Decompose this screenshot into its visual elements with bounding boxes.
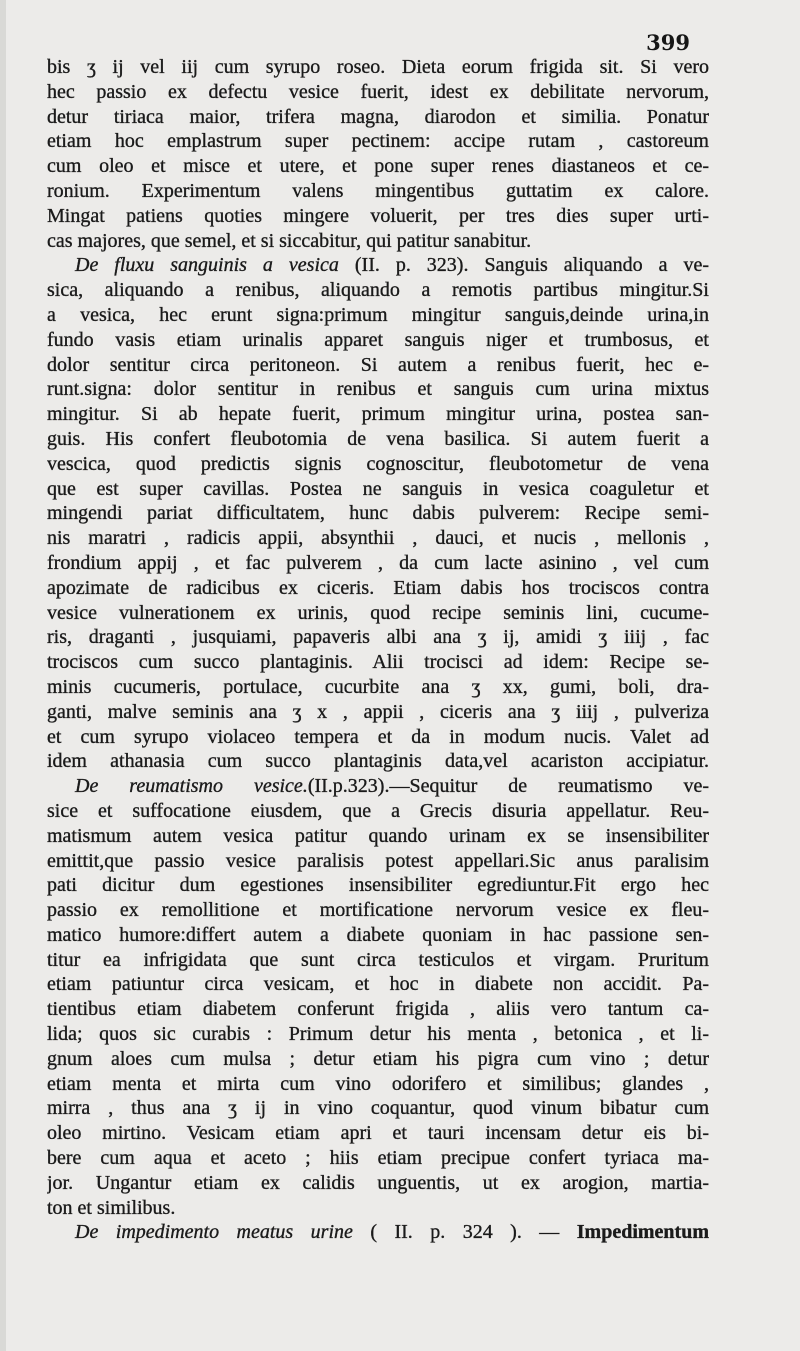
text-line: [47, 898, 709, 923]
line-text: nis maratri , radicis appii, absynthii , dauci, et nucis , mellonis ,: [47, 527, 709, 550]
text-line: [47, 377, 709, 402]
line-text: que est super cavillas. Postea ne sanguis in vesica coaguletur et: [47, 477, 709, 500]
text-line: [47, 799, 709, 824]
line-text: oleo mirtino. Vesicam etiam apri et tauri incensam detur eis bi-: [47, 1122, 709, 1145]
text-line: [47, 650, 709, 675]
text-line: [47, 1121, 709, 1146]
scan-edge-shadow: [0, 0, 6, 1351]
text-line: [47, 1196, 709, 1221]
line-text: ton et similibus.: [47, 1196, 176, 1219]
line-text: fundo vasis etiam urinalis apparet sanguis niger et trumbosus, et: [47, 328, 709, 351]
line-text: etiam hoc emplastrum super pectinem: accipe rutam , castoreum: [47, 130, 709, 153]
text-line: [47, 278, 709, 303]
text-line: [47, 55, 709, 80]
line-text: emittit,que passio vesice paralisis potest appellari.Sic anus paralisim: [47, 849, 709, 872]
section-title: De fluxu sanguinis a vesica: [75, 254, 339, 277]
text-line: [47, 105, 709, 130]
line-text: ronium. Experimentum valens mingentibus guttatim ex calore.: [47, 179, 709, 202]
text-line: [47, 328, 709, 353]
page-number: 399: [646, 30, 690, 55]
text-line: [47, 1171, 709, 1196]
text-line: [47, 1047, 709, 1072]
line-text: titur ea infrigidata que sunt circa testiculos et virgam. Pruritum: [47, 948, 709, 971]
text-line: [47, 154, 709, 179]
line-text: Mingat patiens quoties mingere voluerit, per tres dies super urti-: [47, 204, 709, 227]
body-text: [47, 55, 709, 1245]
line-text: runt.signa: dolor sentitur in renibus et sanguis cum urina mixtus: [47, 378, 709, 401]
line-text: pati dicitur dum egestiones insensibiliter egrediuntur.Fit ergo hec: [47, 874, 709, 897]
text-line: [47, 229, 709, 254]
text-line: [47, 204, 709, 229]
line-text: cum oleo et misce et utere, et pone super renes diastaneos et ce-: [47, 155, 709, 178]
text-line: [47, 402, 709, 427]
section-title: De impedimento meatus urine: [75, 1221, 353, 1244]
text-line: [47, 700, 709, 725]
line-text: bere cum aqua et aceto ; hiis etiam precipue confert tyriaca ma-: [47, 1147, 709, 1170]
next-section-word: Impedimentum: [576, 1221, 709, 1244]
text-line: [47, 1096, 709, 1121]
line-text: sice et suffocatione eiusdem, que a Grecis disuria appellatur. Reu-: [47, 799, 709, 822]
section-heading-line: [47, 253, 709, 278]
text-line: [47, 1072, 709, 1097]
text-line: [47, 601, 709, 626]
line-text: etiam menta et mirta cum vino odorifero et similibus; glandes ,: [47, 1072, 709, 1095]
line-text: matismum autem vesica patitur quando urinam ex se insensibiliter: [47, 824, 709, 847]
text-line: [47, 824, 709, 849]
line-text: ganti, malve seminis ana ʒ x , appii , ciceris ana ʒ iiij , pulveriza: [47, 700, 709, 723]
text-line: [47, 749, 709, 774]
text-line: [47, 129, 709, 154]
section-title: De reumatismo vesice.: [75, 775, 308, 798]
line-text: cas majores, que semel, et si siccabitur, qui patitur sanabitur.: [47, 229, 532, 252]
text-line: [47, 972, 709, 997]
text-line: [47, 427, 709, 452]
line-text: mirra , thus ana ʒ ij in vino coquantur, quod vinum bibatur cum: [47, 1097, 709, 1120]
text-line: [47, 551, 709, 576]
line-text: mingitur. Si ab hepate fuerit, primum mingitur urina, postea san-: [47, 403, 709, 426]
line-text: dolor sentitur circa peritoneon. Si autem a renibus fuerit, hec e-: [47, 353, 709, 376]
line-text: apozimate de radicibus ex ciceris. Etiam dabis hos trociscos contra: [47, 576, 709, 599]
line-text: et cum syrupo violaceo tempera et da in modum nucis. Valet ad: [47, 725, 709, 748]
text-line: [47, 501, 709, 526]
line-text: trociscos cum succo plantaginis. Alii trocisci ad idem: Recipe se-: [47, 651, 709, 674]
line-text: minis cucumeris, portulace, cucurbite ana ʒ xx, gumi, boli, dra-: [47, 675, 709, 698]
line-text: a vesica, hec erunt signa:primum mingitur sanguis,deinde urina,in: [47, 303, 709, 326]
section-heading-line: [47, 774, 709, 799]
line-text: (II.p.323).—Sequitur de reumatismo ve-: [307, 775, 709, 798]
text-line: [47, 1022, 709, 1047]
line-text: passio ex remollitione et mortificatione nervorum vesice ex fleu-: [47, 899, 709, 922]
line-text: mingendi pariat difficultatem, hunc dabis pulverem: Recipe semi-: [47, 502, 709, 525]
text-line: [47, 80, 709, 105]
line-text: vesice vulnerationem ex urinis, quod recipe seminis lini, cucume-: [47, 601, 709, 624]
line-text: detur tiriaca maior, trifera magna, diarodon et similia. Ponatur: [47, 105, 709, 128]
line-text: frondium appij , et fac pulverem , da cum lacte asinino , vel cum: [47, 551, 709, 574]
text-line: [47, 873, 709, 898]
line-text: (II. p. 323). Sanguis aliquando a ve-: [338, 254, 709, 277]
text-line: [47, 675, 709, 700]
text-line: [47, 1146, 709, 1171]
line-text: hec passio ex defectu vesice fuerit, idest ex debilitate nervorum,: [47, 80, 709, 103]
text-line: [47, 576, 709, 601]
text-line: [47, 477, 709, 502]
text-line: [47, 452, 709, 477]
text-line: [47, 625, 709, 650]
section-heading-line: [47, 1220, 709, 1245]
line-text: idem athanasia cum succo plantaginis data,vel acariston accipiatur.: [47, 750, 709, 773]
line-text: jor. Ungantur etiam ex calidis unguentis, ut ex arogion, martia-: [47, 1171, 709, 1194]
line-text: etiam patiuntur circa vesicam, et hoc in diabete non accidit. Pa-: [47, 973, 709, 996]
line-text: sica, aliquando a renibus, aliquando a remotis partibus mingitur.Si: [47, 279, 709, 302]
text-line: [47, 923, 709, 948]
text-line: [47, 303, 709, 328]
line-text: tientibus etiam diabetem conferunt frigida , aliis vero tantum ca-: [47, 998, 709, 1021]
line-text: bis ʒ ij vel iij cum syrupo roseo. Dieta eorum frigida sit. Si vero: [47, 56, 709, 78]
line-text: guis. His confert fleubotomia de vena basilica. Si autem fuerit a: [47, 427, 709, 450]
line-text: vescica, quod predictis signis cognoscitur, fleubotometur de vena: [47, 452, 709, 475]
text-line: [47, 179, 709, 204]
line-text: gnum aloes cum mulsa ; detur etiam his pigra cum vino ; detur: [47, 1047, 709, 1070]
text-line: [47, 997, 709, 1022]
text-line: [47, 526, 709, 551]
text-line: [47, 353, 709, 378]
line-text: ( II. p. 324 ). —: [352, 1221, 577, 1244]
line-text: lida; quos sic curabis : Primum detur his menta , betonica , et li-: [47, 1023, 709, 1046]
text-line: [47, 849, 709, 874]
text-line: [47, 948, 709, 973]
text-line: [47, 725, 709, 750]
line-text: matico humore:differt autem a diabete quoniam in hac passione sen-: [47, 923, 709, 946]
line-text: ris, draganti , jusquiami, papaveris albi ana ʒ ij, amidi ʒ iiij , fac: [47, 626, 709, 649]
